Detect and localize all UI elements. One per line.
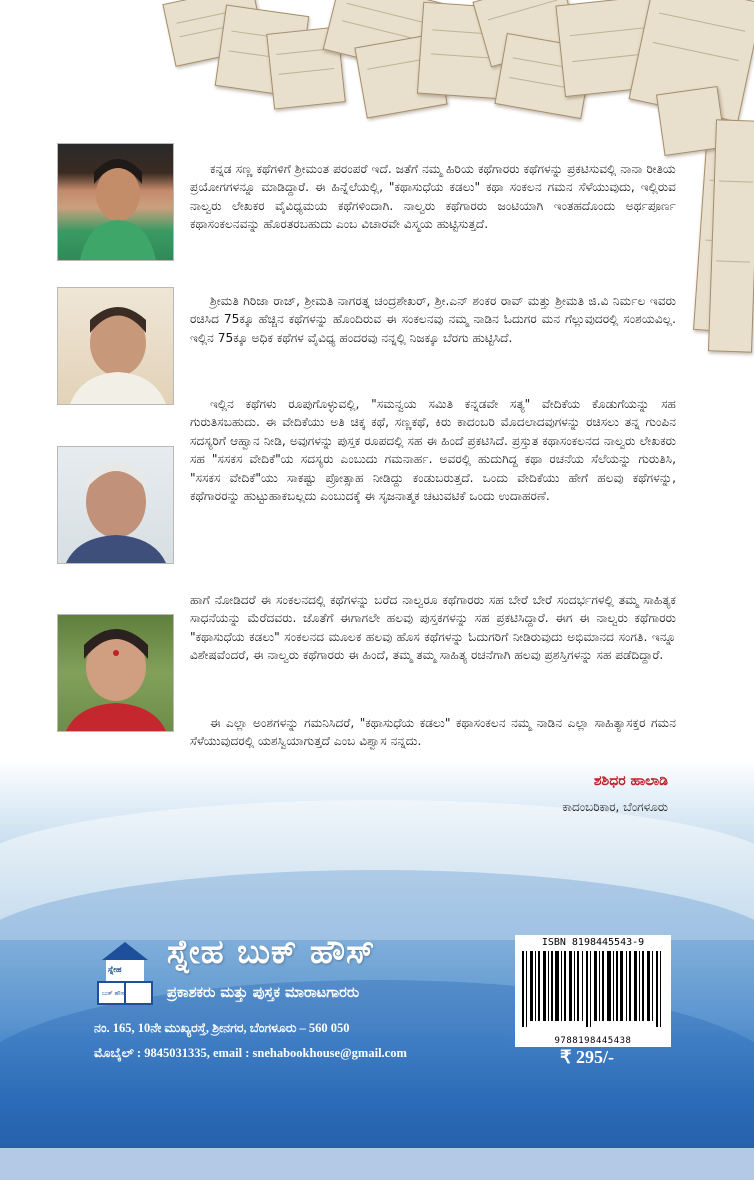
publisher-logo: [94, 938, 156, 1008]
portrait-image: [58, 447, 173, 563]
reviewer-name: ಶಶಿಧರ ಹಾಲಾಡಿ: [593, 773, 668, 789]
author-photo: [57, 614, 174, 732]
barcode-icon: [520, 951, 666, 1027]
books-decoration: [0, 0, 754, 130]
portrait-image: [58, 615, 173, 731]
isbn-barcode: [515, 935, 671, 1047]
publisher-address: ನಂ. 165, 10ನೇ ಮುಖ್ಯರಸ್ತೆ, ಶ್ರೀನಗರ, ಬೆಂಗಳೂರು – 560 050: [94, 1021, 350, 1035]
blurb-paragraph: ಇಲ್ಲಿನ ಕಥೆಗಳು ರೂಪುಗೊಳ್ಳುವಲ್ಲಿ, "ಸಮನ್ವಯ ಸಮಿತಿ ಕನ್ನಡವೇ ಸತ್ಯ" ವೇದಿಕೆಯ ಕೊಡುಗೆಯನ್ನು ಸಹ ಗುರುತಿಸಬಹುದು. ಈ ವೇದಿಕೆಯು ಅತಿ ಚಿಕ್ಕ ಕಥೆ, ಸಣ್ಣಕಥೆ, ಕಿರು ಕಾದಂಬರಿ ಮೊದಲಾದವುಗಳನ್ನು ರಚಿಸಲು ತನ್ನ ಗುಂಪಿನ ಸದಸ್ಯರಿಗೆ ಆಹ್ವಾನ ನೀಡಿ, ಅವುಗಳನ್ನು ಪುಸ್ತಕ ರೂಪದಲ್ಲಿ ಸಹ ಈ ಹಿಂದೆ ಪ್ರಕಟಿಸಿದೆ. ಪ್ರಸ್ತುತ ಕಥಾಸಂಕಲನದ ನಾಲ್ವರು ಲೇಖಕರು ಸಹ "ಸಸಕಸ ವೇದಿಕೆ"ಯ ಸದಸ್ಯರು ಎಂಬುದು ಗಮನಾರ್ಹ. ಅವರಲ್ಲಿ ಹುದುಗಿದ್ದ ಕಥಾ ರಚನೆಯ ಸೆಲೆಯನ್ನು ಗುರುತಿಸಿ, "ಸಸಕಸ ವೇದಿಕೆ"ಯು ಸಾಕಷ್ಟು ಪ್ರೋತ್ಸಾಹ ನೀಡಿದ್ದು ಕಂಡುಬರುತ್ತದೆ. ಒಂದು ವೇದಿಕೆಯು ಹೇಗೆ ಹಲವು ಕಥೆಗಳನ್ನು, ಕಥೆಗಾರರನ್ನು ಹುಟ್ಟುಹಾಕಬಲ್ಲದು ಎಂಬುದಕ್ಕೆ ಈ ಸೃಜನಾತ್ಮಕ ಚಟುವಟಿಕೆ ಒಂದು ಉದಾಹರಣೆ.: [190, 397, 676, 504]
author-photo: [57, 287, 174, 405]
blurb-paragraph: ಹಾಗೆ ನೋಡಿದರೆ ಈ ಸಂಕಲನದಲ್ಲಿ ಕಥೆಗಳನ್ನು ಬರೆದ ನಾಲ್ವರೂ ಕಥೆಗಾರರು ಸಹ ಬೇರೆ ಬೇರೆ ಸಂದರ್ಭಗಳಲ್ಲಿ ತಮ್ಮ ಸಾಹಿತ್ಯಕ ಸಾಧನೆಯನ್ನು ಮೆರೆದವರು. ಜೊತೆಗೆ ಈಗಾಗಲೇ ಹಲವು ಪುಸ್ತಕಗಳನ್ನು ಸಹ ಪ್ರಕಟಿಸಿದ್ದಾರೆ. ಈಗ ಈ ನಾಲ್ವರು ಕಥೆಗಾರರು "ಕಥಾಸುಧೆಯ ಕಡಲು" ಸಂಕಲನದ ಮೂಲಕ ಹಲವು ಹೊಸ ಕಥೆಗಳನ್ನು ಓದುಗರಿಗೆ ನೀಡಿರುವುದು ಅಭಿಮಾನದ ಸಂಗತಿ. ಇನ್ನೂ ವಿಶೇಷವೆಂದರೆ, ಈ ನಾಲ್ವರು ಕಥೆಗಾರರು ಈ ಹಿಂದೆ, ತಮ್ಮ ತಮ್ಮ ಸಾಹಿತ್ಯ ರಚನೆಗಾಗಿ ಹಲವು ಪ್ರಶಸ್ತಿಗಳನ್ನು ಸಹ ಪಡೆದಿದ್ದಾರೆ.: [190, 593, 676, 663]
portrait-image: [58, 288, 173, 404]
author-photo: [57, 446, 174, 564]
logo-text: ಸ್ನೇಹ: [108, 965, 122, 974]
barcode-digits: 9788198445438: [554, 1036, 632, 1046]
publisher-tagline: ಪ್ರಕಾಶಕರು ಮತ್ತು ಪುಸ್ತಕ ಮಾರಾಟಗಾರರು: [167, 985, 360, 1001]
book-image: [708, 119, 754, 352]
price-label: ₹ 295/-: [560, 1047, 614, 1067]
blurb-paragraph: ಕನ್ನಡ ಸಣ್ಣ ಕಥೆಗಳಿಗೆ ಶ್ರೀಮಂತ ಪರಂಪರೆ ಇದೆ. ಜತೆಗೆ ನಮ್ಮ ಹಿರಿಯ ಕಥೆಗಾರರು ಕಥೆಗಳನ್ನು ಪ್ರಕಟಿಸುವಲ್ಲಿ ನಾನಾ ರೀತಿಯ ಪ್ರಯೋಗಗಳನ್ನೂ ಮಾಡಿದ್ದಾರೆ. ಈ ಹಿನ್ನೆಲೆಯಲ್ಲಿ, "ಕಥಾಸುಧೆಯ ಕಡಲು" ಕಥಾ ಸಂಕಲನ ಗಮನ ಸೆಳೆಯುವುದು, ಇಲ್ಲಿರುವ ನಾಲ್ವರು ಲೇಖಕರ ವೈವಿಧ್ಯಮಯ ಕಥೆಗಳಿಂದಾಗಿ. ನಾಲ್ವರು ಕಥೆಗಾರರು ಜಂಟಿಯಾಗಿ ಇಂತಹದೊಂದು ಅರ್ಥಪೂರ್ಣ ಕಥಾಸಂಕಲನವನ್ನು ಹೊರತರಬಹುದು ಎಂಬ ವಿಚಾರವೇ ವಿಸ್ಮಯ ಹುಟ್ಟಿಸುತ್ತದೆ.: [190, 162, 676, 232]
blurb-paragraph: ಈ ಎಲ್ಲಾ ಅಂಶಗಳನ್ನು ಗಮನಿಸಿದರೆ, "ಕಥಾಸುಧೆಯ ಕಡಲು" ಕಥಾಸಂಕಲನ ನಮ್ಮ ನಾಡಿನ ಎಲ್ಲಾ ಸಾಹಿತ್ಯಾಸಕ್ತರ ಗಮನ ಸೆಳೆಯುವುದರಲ್ಲಿ ಯಶಸ್ವಿಯಾಗುತ್ತದೆ ಎಂಬ ವಿಶ್ವಾಸ ನನ್ನದು.: [190, 716, 676, 749]
blurb-paragraph: ಶ್ರೀಮತಿ ಗಿರಿಜಾ ರಾಜ್, ಶ್ರೀಮತಿ ನಾಗರತ್ನ ಚಂದ್ರಶೇಖರ್, ಶ್ರೀ.ಎನ್ ಶಂಕರ ರಾವ್ ಮತ್ತು ಶ್ರೀಮತಿ ಜಿ.ವಿ ನಿರ್ಮಲ ಇವರು ರಚಿಸಿದ 75ಕ್ಕೂ ಹೆಚ್ಚಿನ ಕಥೆಗಳನ್ನು ಹೊಂದಿರುವ ಈ ಸಂಕಲನವು ನಮ್ಮ ನಾಡಿನ ಓದುಗರ ಮನ ಗೆಲ್ಲುವುದರಲ್ಲಿ ಸಂಶಯವಿಲ್ಲ. ಇಲ್ಲಿನ 75ಕ್ಕೂ ಅಧಿಕ ಕಥೆಗಳ ವೈವಿಧ್ಯ ಹಂದರವು ನನ್ನಲ್ಲಿ ನಿಜಕ್ಕೂ ಬೆರಗು ಹುಟ್ಟಿಸಿದೆ.: [190, 294, 676, 345]
author-photo: [57, 143, 174, 261]
reviewer-title: ಕಾದಂಬರಿಕಾರ, ಬೆಂಗಳೂರು: [562, 800, 668, 814]
publisher-name: ಸ್ನೇಹ ಬುಕ್ ಹೌಸ್: [167, 932, 376, 971]
logo-text: ಬುಕ್ ಹೌಸ್: [102, 990, 127, 997]
isbn-number: ISBN 8198445543-9: [541, 937, 645, 948]
publisher-contact: ಮೊಬೈಲ್ : 9845031335, email : snehabookhouse@gmail.com: [94, 1046, 407, 1060]
portrait-image: [58, 144, 173, 260]
